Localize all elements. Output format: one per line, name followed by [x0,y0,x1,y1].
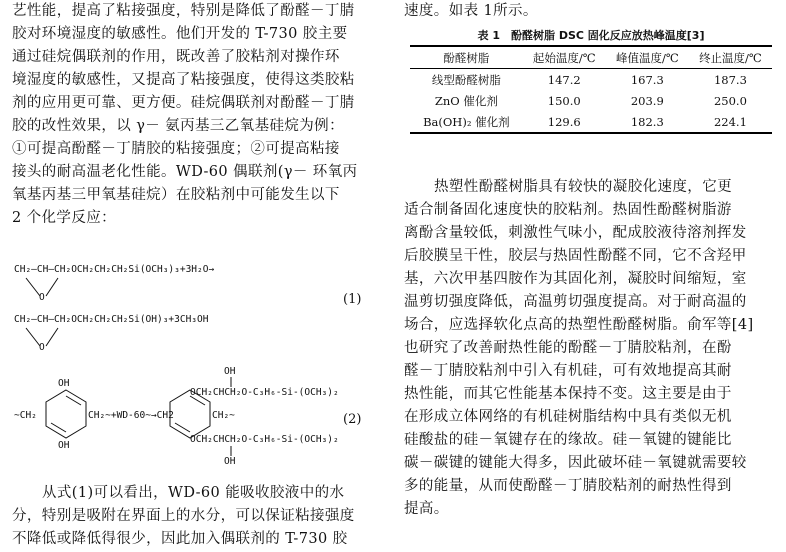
text-line: 后胶膜呈干性，胶层与热固性酚醛不同，它不含羟甲 [404,248,747,264]
table-cell: 224.1 [713,114,747,129]
text-line: 场合，应选择软化点高的热塑性酚醛树脂。俞军等[4] [404,317,754,333]
text-line: 醛－丁腈胶粘剂中引入有机硅，可有效地提高其耐 [404,363,732,379]
text-line: 境湿度的敏感性，又提高了粘接强度，使得这类胶粘 [12,72,355,88]
text-line: 接头的耐高温老化性能。WD-60 偶联剂(γ－ 环氧丙 [12,164,358,180]
text-line: 胶的改性效果，以 γ－ 氨丙基三乙氧基硅烷为例： [12,118,344,134]
text-line: 硅酸盐的硅－氧键存在的缘故。硅－氧键的键能比 [404,432,732,448]
reaction-2-middle: CH₂~+WD-60~→CH2 [88,410,174,421]
lower-ether-chain: OCH₂CHCH₂O-C₃H₆-Si-(OCH₃)₂ [190,434,339,445]
hydroxyl-label: OH [224,366,236,377]
text-line: ①可提高酚醛－丁腈胶的粘接强度；②可提高粘接 [12,141,340,157]
table-title: 表 1 酚醛树脂 DSC 固化反应放热峰温度[3] [477,29,705,42]
upper-ether-chain: OCH₂CHCH₂O-C₃H₆-Si-(OCH₃)₂ [190,387,339,398]
data-table [410,45,772,134]
table-cell: 250.0 [713,93,747,108]
text-line: 多的能量，从而使酚醛－丁腈胶粘剂的耐热性得到 [404,478,732,494]
text-line: 碳－碳键的键能大得多，因此破坏硅－氧键就需要较 [404,455,747,471]
table-cell: 187.3 [713,72,747,87]
text-line: 在形成立体网络的有机硅树脂结构中具有类似无机 [404,409,732,425]
table-cell: 167.3 [630,72,664,87]
equation-number-1: (1) [343,292,362,307]
table-cell: 182.3 [630,114,664,129]
text-line: 也研究了改善耐热性能的酚醛－丁腈胶粘剂，在酚 [404,340,732,356]
bond-line [228,446,234,456]
hydroxyl-label: OH [58,440,70,451]
text-line: 提高。 [404,501,449,517]
right-column [404,0,778,134]
text-line: 从式(1)可以看出，WD-60 能吸收胶液中的水 [42,485,345,501]
ring-substituent-label: CH₂~ [212,410,235,421]
text-line: 基，六次甲基四胺作为其固化剂，凝胶时间缩短，室 [404,271,747,287]
benzene-ring-left [42,388,90,440]
text-line: 分，特别是吸附在界面上的水分，可以保证粘接强度 [12,508,355,524]
table-row [410,90,772,111]
text-line: 通过硅烷偶联剂的作用，既改善了胶粘剂对操作环 [12,49,340,65]
table-row [410,111,772,133]
hydroxyl-label: OH [224,456,236,467]
left-column [12,0,390,230]
table-cell: 线型酚醛树脂 [431,72,501,87]
text-line: 热性能，而其它性能基本保持不变。这主要是由于 [404,386,732,402]
text-line: 热塑性酚醛树脂具有较快的凝胶化速度，它更 [434,179,732,195]
table-cell: 129.6 [547,114,581,129]
table-cell: 203.9 [630,93,664,108]
text-line: 离酚含量较低，刺激性气味小，配成胶液待溶剂挥发 [404,225,747,241]
text-line: 胶对环境湿度的敏感性。他们开发的 T-730 胶主要 [12,26,348,42]
right-body-paragraph [404,176,778,521]
table-cell: ZnO 催化剂 [434,93,498,108]
table-header-cell: 起始温度/℃ [532,50,596,65]
table-header-cell: 酚醛树脂 [443,50,490,65]
reaction-1-oxygen-2: O [39,342,45,353]
table-header-row [410,46,772,69]
benzene-ring-right [166,388,214,440]
text-line: 氧基丙基三甲氧基硅烷）在胶粘剂中可能发生以下 [12,187,340,203]
bond-line [228,377,234,387]
table-row [410,69,772,91]
text-line: 温剪切强度降低，高温剪切强度提高。对于耐高温的 [404,294,747,310]
hydroxyl-label: OH [58,378,70,389]
text-line: 2 个化学反应： [12,210,117,226]
table-cell: 147.2 [547,72,581,87]
reaction-1-oxygen-1: O [39,292,45,303]
text-line: 剂的应用更可靠、更方便。硅烷偶联剂对酚醛－丁腈 [12,95,355,111]
text-line: 速度。如表 1所示。 [404,3,538,19]
table-header-cell: 峰值温度/℃ [615,50,679,65]
equation-number-2: (2) [343,412,362,427]
text-line: 适合制备固化速度快的胶粘剂。热固性酚醛树脂游 [404,202,732,218]
reaction-1-line-2: CH₂—CH—CH₂OCH₂CH₂CH₂Si(OH)₃+3CH₃OH [14,314,209,325]
left-bottom-paragraph [12,482,390,551]
table-cell: Ba(OH)₂ 催化剂 [423,114,510,129]
text-line: 艺性能，提高了粘接强度，特别是降低了酚醛－丁腈 [12,3,355,19]
table-cell: 150.0 [547,93,581,108]
table-header-cell: 终止温度/℃ [699,50,762,65]
left-top-paragraph [12,0,390,230]
ring-substituent-label: ~CH₂ [14,410,37,421]
text-line: 不降低或降低得很少，因此加入偶联剂的 T-730 胶 [12,531,348,547]
reaction-1-line-1: CH₂—CH—CH₂OCH₂CH₂CH₂Si(OCH₃)₃+3H₂O→ [14,264,215,275]
